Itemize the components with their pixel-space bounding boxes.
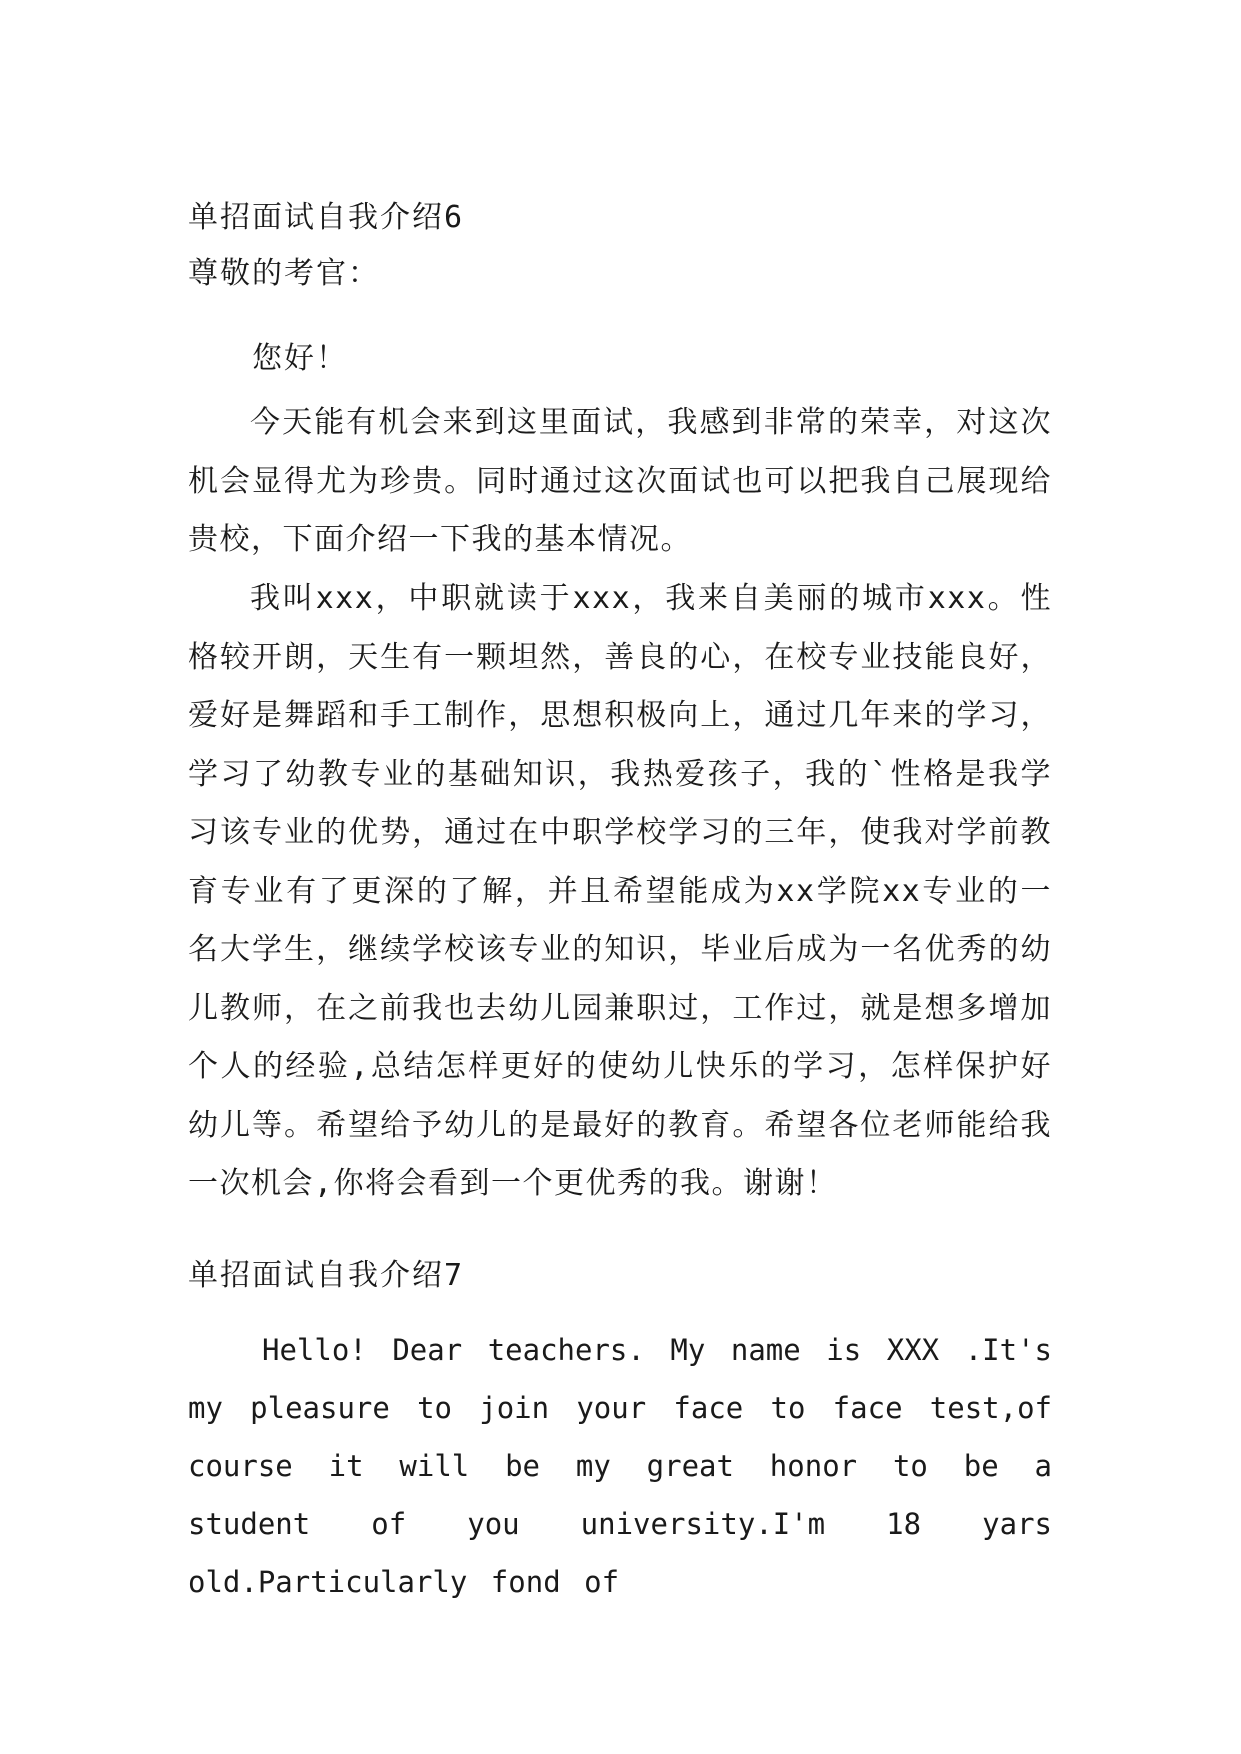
section-6-heading: 单招面试自我介绍6 <box>188 200 465 235</box>
salutation: 尊敬的考官： <box>188 256 380 291</box>
section-7-heading: 单招面试自我介绍7 <box>188 1258 465 1293</box>
greeting: 您好！ <box>252 341 348 376</box>
paragraph-intro: 今天能有机会来到这里面试，我感到非常的荣幸，对这次机会显得尤为珍贵。同时通过这次面试也可以把我自己展现给贵校，下面介绍一下我的基本情况。 <box>188 405 1052 557</box>
paragraph-english-introduction: Hello! Dear teachers. My name is XXX .It's my pleasure to join your face to face test,of course it will be my great honor to be a student of you university.I'm 18 yars old.Particularly fond of <box>188 1333 1052 1599</box>
paragraph-self-introduction: 我叫xxx，中职就读于xxx，我来自美丽的城市xxx。性格较开朗，天生有一颗坦然，善良的心，在校专业技能良好，爱好是舞蹈和手工制作，思想积极向上，通过几年来的学习，学习了幼教专业的基础知识，我热爱孩子，我的`性格是我学习该专业的优势，通过在中职学校学习的三年，使我对学前教育专业有了更深的了解，并且希望能成为xx学院xx专业的一名大学生，继续学校该专业的知识，毕业后成为一名优秀的幼儿教师，在之前我也去幼儿园兼职过，工作过，就是想多增加个人的经验,总结怎样更好的使幼儿快乐的学习，怎样保护好幼儿等。希望给予幼儿的是最好的教育。希望各位老师能给我一次机会,你将会看到一个更优秀的我。谢谢！ <box>188 581 1052 1201</box>
